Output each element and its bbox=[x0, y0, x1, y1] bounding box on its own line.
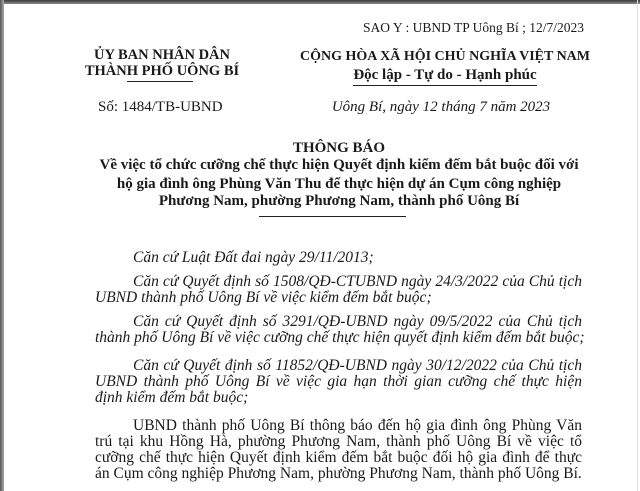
issuer-line2: THÀNH PHỐ UÔNG BÍ bbox=[84, 63, 240, 79]
national-title: CỘNG HÒA XÃ HỘI CHỦ NGHĨA VIỆT NAM bbox=[299, 49, 590, 64]
legal-basis-paragraph: Căn cứ Luật Đất đai ngày 29/11/2013; bbox=[133, 249, 374, 266]
scan-border-top bbox=[0, 0, 640, 4]
notice-heading: THÔNG BÁO bbox=[292, 140, 386, 156]
legal-basis-paragraph: Căn cứ Quyết định số 1508/QĐ-CTUBND ngày 24/3/2022 của Chủ tịch bbox=[133, 273, 582, 290]
notice-body-paragraph: UBND thành phố Uông Bí thông báo đến hộ gia đình ông Phùng Văn bbox=[133, 417, 582, 434]
legal-basis-paragraph: UBND thành phố Uông Bí về việc gia hạn thời gian cưỡng chế thực hiện bbox=[95, 373, 582, 390]
document-number: Số: 1484/TB-UBND bbox=[98, 99, 223, 115]
issuer-line1: ỦY BAN NHÂN DÂN bbox=[93, 47, 230, 63]
national-motto: Độc lập - Tự do - Hạnh phúc bbox=[353, 67, 537, 83]
scan-border-left bbox=[0, 0, 4, 491]
notice-subject-line: Phương Nam, phường Phương Nam, thành phố Uông Bí bbox=[158, 193, 520, 209]
notice-body-paragraph: án Cụm công nghiệp Phương Nam, phường Phương Nam, thành phố Uông Bí. bbox=[95, 465, 582, 482]
notice-subject-line: hộ gia đình ông Phùng Văn Thu để thực hiện dự án Cụm công nghiệp bbox=[116, 176, 562, 192]
notice-body-paragraph: trú tại khu Hồng Hà, phường Phương Nam, thành phố Uông Bí về việc tổ bbox=[95, 433, 582, 450]
legal-basis-paragraph: Căn cứ Quyết định số 3291/QĐ-UBND ngày 09/5/2022 của Chủ tịch bbox=[133, 313, 582, 330]
legal-basis-paragraph: Căn cứ Quyết định số 11852/QĐ-UBND ngày 30/12/2022 của Chủ tịch bbox=[133, 357, 582, 374]
issue-date: Uông Bí, ngày 12 tháng 7 năm 2023 bbox=[331, 99, 551, 115]
legal-basis-paragraph: định kiểm đếm bắt buộc; bbox=[95, 389, 249, 406]
copy-stamp: SAO Y : UBND TP Uông Bí ; 12/7/2023 bbox=[363, 20, 585, 35]
legal-basis-paragraph: thành phố Uông Bí về việc cưỡng chế thực hiện quyết định kiểm đếm bắt buộc; bbox=[95, 329, 585, 346]
motto-underline bbox=[353, 85, 537, 86]
issuer-underline bbox=[127, 81, 193, 82]
notice-body-paragraph: cưỡng chế thực hiện Quyết định kiểm đếm bắt buộc đối hộ gia đình để thực bbox=[95, 449, 582, 466]
legal-basis-paragraph: UBND thành phố Uông Bí về việc kiểm đếm bắt buộc; bbox=[95, 289, 432, 306]
notice-subject-line: Về việc tổ chức cưỡng chế thực hiện Quyết định kiểm đếm bắt buộc đối với bbox=[99, 157, 579, 173]
scan-border-right bbox=[637, 0, 638, 491]
subject-underline bbox=[259, 216, 406, 217]
